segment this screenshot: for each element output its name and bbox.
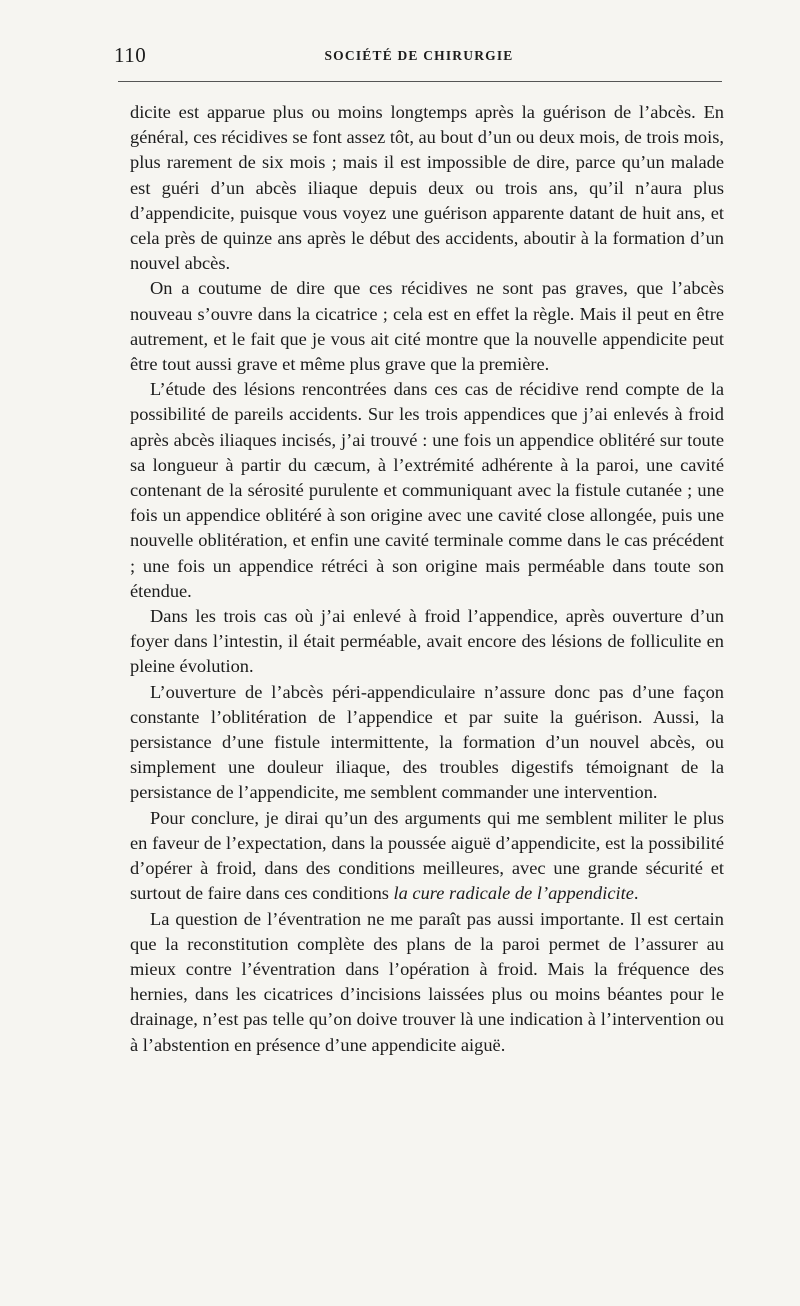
page-number: 110 bbox=[114, 43, 147, 67]
paragraph-6 bbox=[130, 806, 724, 907]
paragraph-5: L’ouverture de l’abcès péri-appendiculaire n’assure donc pas d’une façon constante l’oblitération de l’appendice et par suite la guérison. Aussi, la persistance d’une fistule intermittente, la formation d’un nouvel abcès, ou simplement une douleur iliaque, des troubles digestifs témoignant de la persistance de l’appendicite, me semblent commander une intervention. bbox=[130, 681, 724, 803]
running-head: SOCIÉTÉ DE CHIRURGIE bbox=[324, 48, 514, 63]
paragraph-1: dicite est apparue plus ou moins longtemps après la guérison de l’abcès. En général, ces récidives se font assez tôt, au bout d’un ou deux mois, de trois mois, plus rarement de six mois ; mais il est impossible de dire, parce qu’un malade est guéri d’un abcès iliaque depuis deux ou trois ans, qu’il n’aura plus d’appendicite, puisque vous voyez une guérison apparente datant de huit ans, et cela près de quinze ans après le début des accidents, aboutir à la formation d’un nouvel abcès. bbox=[130, 102, 724, 274]
paragraph-3: L’étude des lésions rencontrées dans ces cas de récidive rend compte de la possibilité de pareils accidents. Sur les trois appendices que j’ai enlevés à froid après abcès iliaques incisés, j’ai trouvé : une fois un appendice oblitéré sur toute sa longueur à partir du cæcum, à l’extrémité adhérente à la paroi, une cavité contenant de la sérosité purulente et communiquant avec la fistule cutanée ; une fois un appendice oblitéré à son origine avec une cavité close allongée, puis une nouvelle oblitération, et enfin une cavité terminale comme dans le cas précédent ; une fois un appendice rétréci à son origine mais perméable dans toute son étendue. bbox=[130, 379, 724, 601]
paragraph-6-italic: la cure radicale de l’appendicite bbox=[393, 883, 634, 904]
paragraph-6-text: Pour conclure, je dirai qu’un des arguments qui me semblent militer le plus en faveur de l’expectation, dans la poussée aiguë d’appendicite, est la possibilité d’opérer à froid, dans des conditions meilleures, avec une grande sécurité et surtout de faire dans ces conditions bbox=[130, 807, 724, 904]
paragraph-6-end: . bbox=[633, 883, 639, 904]
body-text bbox=[130, 100, 724, 1058]
paragraph-7: La question de l’éventration ne me paraît pas aussi importante. Il est certain que la reconstitution complète des plans de la paroi permet de l’assurer au mieux contre l’éventration dans l’opération à froid. Mais la fréquence des hernies, dans les cicatrices d’incisions laissées plus ou moins béantes pour le drainage, n’est pas telle qu’on doive trouver là une indication à l’intervention ou à l’abstention en présence d’une appendicite aiguë. bbox=[130, 908, 724, 1055]
header-rule bbox=[118, 81, 722, 82]
paragraph-2: On a coutume de dire que ces récidives ne sont pas graves, que l’abcès nouveau s’ouvre dans la cicatrice ; cela est en effet la règle. Mais il peut en être autrement, et le fait que je vous ait cité montre que la nouvelle appendicite peut être tout aussi grave et même plus grave que la première. bbox=[130, 278, 724, 375]
paragraph-4: Dans les trois cas où j’ai enlevé à froid l’appendice, après ouverture d’un foyer dans l’intestin, il était perméable, avait encore des lésions de folliculite en pleine évolution. bbox=[130, 606, 724, 677]
page-header bbox=[114, 43, 724, 75]
